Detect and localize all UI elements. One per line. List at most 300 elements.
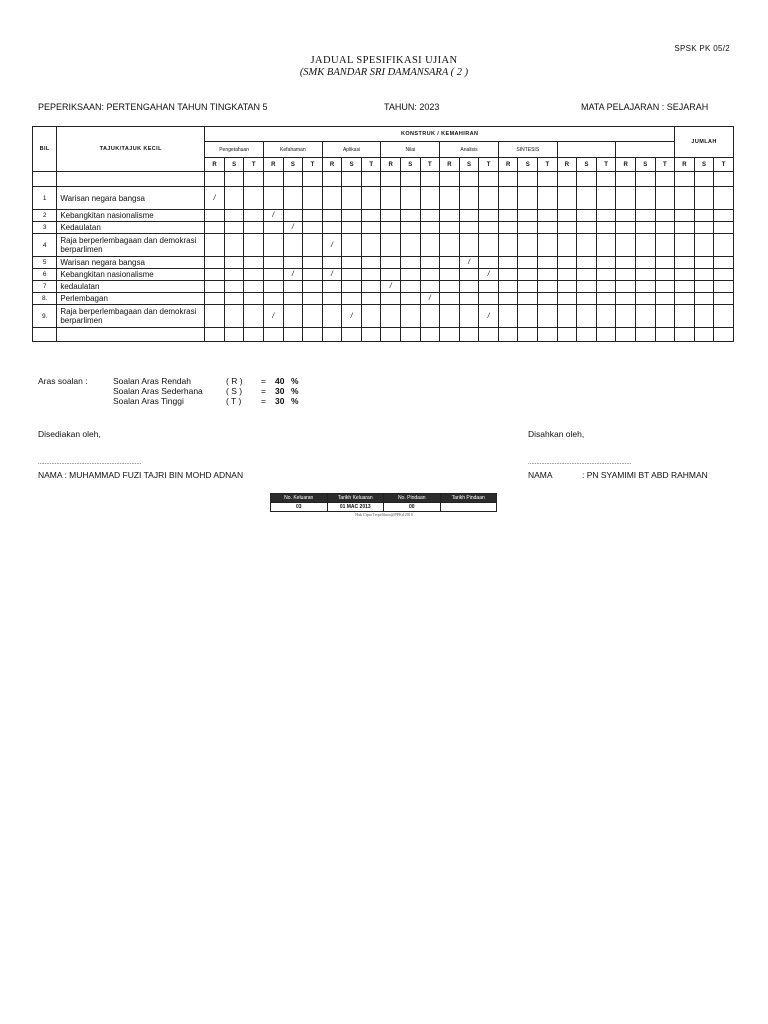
mark-cell: [714, 269, 734, 281]
mark-cell: [635, 234, 655, 257]
mark-cell: [205, 234, 225, 257]
mark-cell: [675, 269, 695, 281]
mark-cell: [283, 257, 303, 269]
table-row-blank: [33, 328, 734, 342]
specification-table: [32, 126, 734, 342]
year-info: TAHUN: 2023: [384, 102, 440, 112]
bil-cell: 2: [33, 210, 57, 222]
aras-equals: =: [261, 376, 266, 386]
table-row: [33, 305, 734, 328]
mark-cell: [616, 281, 636, 293]
mark-cell: [538, 234, 558, 257]
topic-cell: Perlembagan: [57, 293, 205, 305]
mark-cell: [361, 281, 381, 293]
prepared-by-label: Disediakan oleh,: [38, 429, 101, 439]
mark-cell: [596, 187, 616, 210]
mark-cell: [401, 269, 421, 281]
mark-cell: [303, 257, 323, 269]
mark-cell: [263, 281, 283, 293]
mark-cell: [577, 293, 597, 305]
mark-cell: [361, 187, 381, 210]
mark-cell: [577, 257, 597, 269]
mark-cell: [224, 281, 244, 293]
table-row: [33, 269, 734, 281]
mark-cell: [263, 187, 283, 210]
mark-cell: /: [263, 210, 283, 222]
mark-cell: [361, 269, 381, 281]
mark-cell: [322, 293, 342, 305]
mark-cell: [694, 187, 714, 210]
mark-cell: [694, 328, 714, 342]
topic-cell: Raja berperlembagaan dan demokrasi berparlimen: [57, 305, 205, 328]
header-row: [33, 127, 734, 142]
mark-cell: [498, 187, 518, 210]
rst-label: T: [361, 158, 381, 172]
mark-cell: [459, 305, 479, 328]
mark-cell: [498, 257, 518, 269]
mark-cell: [401, 257, 421, 269]
mark-cell: [616, 210, 636, 222]
mark-cell: [263, 234, 283, 257]
mark-cell: [244, 234, 264, 257]
mark-cell: [675, 305, 695, 328]
mark-cell: [420, 305, 440, 328]
mark-cell: [538, 328, 558, 342]
mark-cell: [224, 328, 244, 342]
mark-cell: [518, 187, 538, 210]
rst-label: S: [224, 158, 244, 172]
mark-cell: [655, 234, 675, 257]
mark-cell: [283, 281, 303, 293]
approved-by-label: Disahkan oleh,: [528, 429, 585, 439]
mark-cell: [420, 210, 440, 222]
mark-cell: [342, 257, 362, 269]
mark-cell: [440, 281, 460, 293]
mark-cell: [538, 281, 558, 293]
mark-cell: [303, 281, 323, 293]
mark-cell: /: [381, 281, 401, 293]
bil-cell: 3: [33, 222, 57, 234]
mark-cell: [224, 234, 244, 257]
mark-cell: [498, 210, 518, 222]
skill-header: SINTESIS: [498, 142, 557, 158]
mark-cell: [518, 269, 538, 281]
mark-cell: [459, 172, 479, 187]
mark-cell: [224, 222, 244, 234]
mark-cell: [538, 187, 558, 210]
aras-value: 40: [275, 376, 285, 386]
mark-cell: /: [283, 222, 303, 234]
aras-label: Aras soalan :: [38, 376, 88, 386]
mark-cell: [401, 187, 421, 210]
rst-label: R: [263, 158, 283, 172]
meta-value-tarikh-pindaan: [440, 503, 497, 512]
mark-cell: [596, 328, 616, 342]
mark-cell: [479, 328, 499, 342]
mark-cell: [538, 222, 558, 234]
bil-cell: 8.: [33, 293, 57, 305]
rst-label: R: [616, 158, 636, 172]
mark-cell: /: [322, 269, 342, 281]
aras-unit: %: [291, 386, 299, 396]
mark-cell: [557, 269, 577, 281]
topic-cell: Kebangkitan nasionalisme: [57, 269, 205, 281]
meta-header-no-keluaran: No. Keluaran: [271, 494, 328, 503]
mark-cell: [655, 257, 675, 269]
mark-cell: [694, 257, 714, 269]
mark-cell: [577, 281, 597, 293]
col-header-jumlah: JUMLAH: [675, 127, 734, 158]
mark-cell: [557, 210, 577, 222]
topic-cell: kedaulatan: [57, 281, 205, 293]
mark-cell: [694, 269, 714, 281]
mark-cell: [577, 210, 597, 222]
mark-cell: [635, 257, 655, 269]
table-row: [33, 293, 734, 305]
rst-label: T: [303, 158, 323, 172]
mark-cell: [616, 172, 636, 187]
mark-cell: [557, 234, 577, 257]
mark-cell: [342, 293, 362, 305]
rst-label: R: [322, 158, 342, 172]
mark-cell: [303, 328, 323, 342]
mark-cell: [498, 234, 518, 257]
mark-cell: /: [479, 305, 499, 328]
mark-cell: [205, 293, 225, 305]
rst-label: R: [205, 158, 225, 172]
mark-cell: [577, 222, 597, 234]
skill-header: Pengetahuan: [205, 142, 264, 158]
mark-cell: [518, 234, 538, 257]
mark-cell: [459, 234, 479, 257]
mark-cell: [224, 187, 244, 210]
mark-cell: [361, 172, 381, 187]
mark-cell: [518, 257, 538, 269]
mark-cell: [635, 281, 655, 293]
meta-header-tarikh-keluaran: Tarikh Keluaran: [327, 494, 384, 503]
mark-cell: [675, 328, 695, 342]
mark-cell: [479, 234, 499, 257]
mark-cell: [694, 234, 714, 257]
mark-cell: [263, 172, 283, 187]
mark-cell: [557, 305, 577, 328]
mark-cell: [263, 328, 283, 342]
aras-equals: =: [261, 396, 266, 406]
mark-cell: [714, 187, 734, 210]
mark-cell: [401, 281, 421, 293]
mark-cell: [440, 172, 460, 187]
mark-cell: [498, 293, 518, 305]
mark-cell: [635, 328, 655, 342]
rst-label: R: [675, 158, 695, 172]
mark-cell: [635, 172, 655, 187]
mark-cell: [694, 281, 714, 293]
mark-cell: [244, 293, 264, 305]
rst-label: T: [538, 158, 558, 172]
mark-cell: [635, 210, 655, 222]
mark-cell: [263, 269, 283, 281]
mark-cell: [635, 222, 655, 234]
table-row: [33, 234, 734, 257]
mark-cell: [401, 305, 421, 328]
mark-cell: [381, 328, 401, 342]
mark-cell: [401, 328, 421, 342]
bil-cell: 9.: [33, 305, 57, 328]
mark-cell: [596, 234, 616, 257]
mark-cell: [283, 187, 303, 210]
mark-cell: [694, 172, 714, 187]
mark-cell: [518, 328, 538, 342]
mark-cell: [635, 293, 655, 305]
mark-cell: [381, 210, 401, 222]
table-row: [33, 187, 734, 210]
topic-cell: Warisan negara bangsa: [57, 257, 205, 269]
mark-cell: [616, 269, 636, 281]
mark-cell: [596, 172, 616, 187]
mark-cell: [381, 187, 401, 210]
rst-label: R: [381, 158, 401, 172]
prepared-signature-line: ..............................................................: [38, 460, 142, 466]
mark-cell: [675, 257, 695, 269]
aras-unit: %: [291, 396, 299, 406]
mark-cell: [635, 187, 655, 210]
mark-cell: [420, 281, 440, 293]
mark-cell: [322, 257, 342, 269]
mark-cell: [557, 281, 577, 293]
mark-cell: [655, 305, 675, 328]
mark-cell: [479, 222, 499, 234]
prepared-name: NAMA : MUHAMMAD FUZI TAJRI BIN MOHD ADNAN: [38, 470, 244, 480]
table-row: [33, 222, 734, 234]
mark-cell: [479, 172, 499, 187]
skill-header: Aplikasi: [322, 142, 381, 158]
mark-cell: [342, 281, 362, 293]
mark-cell: [518, 210, 538, 222]
aras-name: Soalan Aras Sederhana: [113, 386, 203, 396]
mark-cell: /: [263, 305, 283, 328]
approved-name: : PN SYAMIMI BT ABD RAHMAN: [582, 470, 708, 480]
mark-cell: [714, 281, 734, 293]
topic-cell: Kedaulatan: [57, 222, 205, 234]
aras-value: 30: [275, 386, 285, 396]
rst-label: S: [459, 158, 479, 172]
mark-cell: [714, 172, 734, 187]
mark-cell: [616, 222, 636, 234]
mark-cell: [322, 172, 342, 187]
table-row: [33, 281, 734, 293]
mark-cell: [440, 269, 460, 281]
bil-cell: 6: [33, 269, 57, 281]
rst-label: S: [518, 158, 538, 172]
mark-cell: [322, 305, 342, 328]
meta-value-no-pindaan: 00: [384, 503, 441, 512]
aras-equals: =: [261, 386, 266, 396]
mark-cell: [420, 187, 440, 210]
mark-cell: [577, 328, 597, 342]
mark-cell: [675, 187, 695, 210]
mark-cell: [401, 210, 421, 222]
rst-label: S: [283, 158, 303, 172]
mark-cell: [675, 281, 695, 293]
rst-label: T: [596, 158, 616, 172]
mark-cell: [381, 172, 401, 187]
mark-cell: [596, 210, 616, 222]
mark-cell: [322, 210, 342, 222]
mark-cell: [283, 234, 303, 257]
bil-cell: 7: [33, 281, 57, 293]
mark-cell: [361, 293, 381, 305]
rst-label: S: [401, 158, 421, 172]
mark-cell: [420, 328, 440, 342]
mark-cell: [596, 222, 616, 234]
mark-cell: [440, 234, 460, 257]
mark-cell: [616, 257, 636, 269]
mark-cell: [361, 234, 381, 257]
bil-cell: 4: [33, 234, 57, 257]
mark-cell: [381, 257, 401, 269]
mark-cell: [244, 328, 264, 342]
aras-name: Soalan Aras Tinggi: [113, 396, 184, 406]
mark-cell: [459, 187, 479, 210]
mark-cell: [675, 210, 695, 222]
mark-cell: [714, 257, 734, 269]
mark-cell: [205, 305, 225, 328]
meta-value-no-keluaran: 03: [271, 503, 328, 512]
mark-cell: [694, 293, 714, 305]
mark-cell: [205, 269, 225, 281]
mark-cell: [714, 222, 734, 234]
mark-cell: [538, 293, 558, 305]
mark-cell: [459, 210, 479, 222]
bil-cell: [33, 172, 57, 187]
mark-cell: [420, 269, 440, 281]
mark-cell: [205, 210, 225, 222]
mark-cell: [596, 269, 616, 281]
rst-label: T: [244, 158, 264, 172]
mark-cell: [479, 257, 499, 269]
topic-cell: [57, 328, 205, 342]
mark-cell: [655, 269, 675, 281]
aras-value: 30: [275, 396, 285, 406]
col-header-bil: BIL: [33, 127, 57, 172]
mark-cell: [655, 293, 675, 305]
mark-cell: [303, 187, 323, 210]
mark-cell: [244, 281, 264, 293]
mark-cell: [361, 257, 381, 269]
skill-header-blank: [557, 142, 616, 158]
mark-cell: [675, 222, 695, 234]
mark-cell: [283, 328, 303, 342]
approved-nama-label: NAMA: [528, 470, 553, 480]
school-subtitle: (SMK BANDAR SRI DAMANSARA ( 2 ): [299, 67, 469, 78]
mark-cell: [244, 222, 264, 234]
mark-cell: [714, 305, 734, 328]
mark-cell: [342, 328, 362, 342]
mark-cell: [263, 222, 283, 234]
mark-cell: [459, 281, 479, 293]
mark-cell: /: [479, 269, 499, 281]
mark-cell: [557, 293, 577, 305]
mark-cell: [694, 222, 714, 234]
mark-cell: [401, 293, 421, 305]
topic-cell: Warisan negara bangsa: [57, 187, 205, 210]
mark-cell: [459, 293, 479, 305]
mark-cell: [283, 210, 303, 222]
mark-cell: [361, 210, 381, 222]
mark-cell: [263, 293, 283, 305]
mark-cell: [538, 269, 558, 281]
mark-cell: [557, 222, 577, 234]
rst-label: R: [557, 158, 577, 172]
mark-cell: [420, 172, 440, 187]
mark-cell: [440, 257, 460, 269]
mark-cell: [342, 210, 362, 222]
rst-label: S: [694, 158, 714, 172]
mark-cell: [616, 328, 636, 342]
mark-cell: [635, 269, 655, 281]
bil-cell: 1: [33, 187, 57, 210]
mark-cell: [538, 305, 558, 328]
mark-cell: [518, 293, 538, 305]
meta-header-tarikh-pindaan: Tarikh Pindaan: [440, 494, 497, 503]
mark-cell: [577, 172, 597, 187]
mark-cell: [205, 328, 225, 342]
aras-code: ( T ): [226, 396, 242, 406]
mark-cell: [616, 293, 636, 305]
mark-cell: [675, 172, 695, 187]
mark-cell: [557, 257, 577, 269]
mark-cell: [557, 328, 577, 342]
mark-cell: [224, 257, 244, 269]
mark-cell: [205, 222, 225, 234]
mark-cell: /: [322, 234, 342, 257]
mark-cell: [498, 172, 518, 187]
mark-cell: [361, 222, 381, 234]
mark-cell: [440, 187, 460, 210]
mark-cell: [655, 210, 675, 222]
mark-cell: [342, 172, 362, 187]
copyright-footnote: Hak Cipta Terpelihara@PPKd.2010: [355, 512, 413, 517]
mark-cell: [401, 222, 421, 234]
mark-cell: [538, 257, 558, 269]
mark-cell: [440, 305, 460, 328]
mark-cell: [518, 305, 538, 328]
mark-cell: [303, 222, 323, 234]
document-code: SPSK PK 05/2: [674, 44, 730, 53]
col-header-topic: TAJUK/TAJUK KECIL: [57, 127, 205, 172]
mark-cell: [283, 293, 303, 305]
mark-cell: [381, 222, 401, 234]
subject-info: MATA PELAJARAN : SEJARAH: [581, 102, 709, 112]
topic-cell: Kebangkitan nasionalisme: [57, 210, 205, 222]
mark-cell: [616, 234, 636, 257]
mark-cell: /: [342, 305, 362, 328]
bil-cell: 5: [33, 257, 57, 269]
mark-cell: [381, 269, 401, 281]
mark-cell: [616, 187, 636, 210]
topic-cell: Raja berperlembagaan dan demokrasi berparlimen: [57, 234, 205, 257]
rst-label: R: [498, 158, 518, 172]
mark-cell: [224, 293, 244, 305]
mark-cell: [205, 281, 225, 293]
mark-cell: [322, 328, 342, 342]
mark-cell: /: [283, 269, 303, 281]
mark-cell: [205, 257, 225, 269]
mark-cell: [401, 172, 421, 187]
mark-cell: [440, 293, 460, 305]
rst-label: T: [714, 158, 734, 172]
mark-cell: [401, 234, 421, 257]
